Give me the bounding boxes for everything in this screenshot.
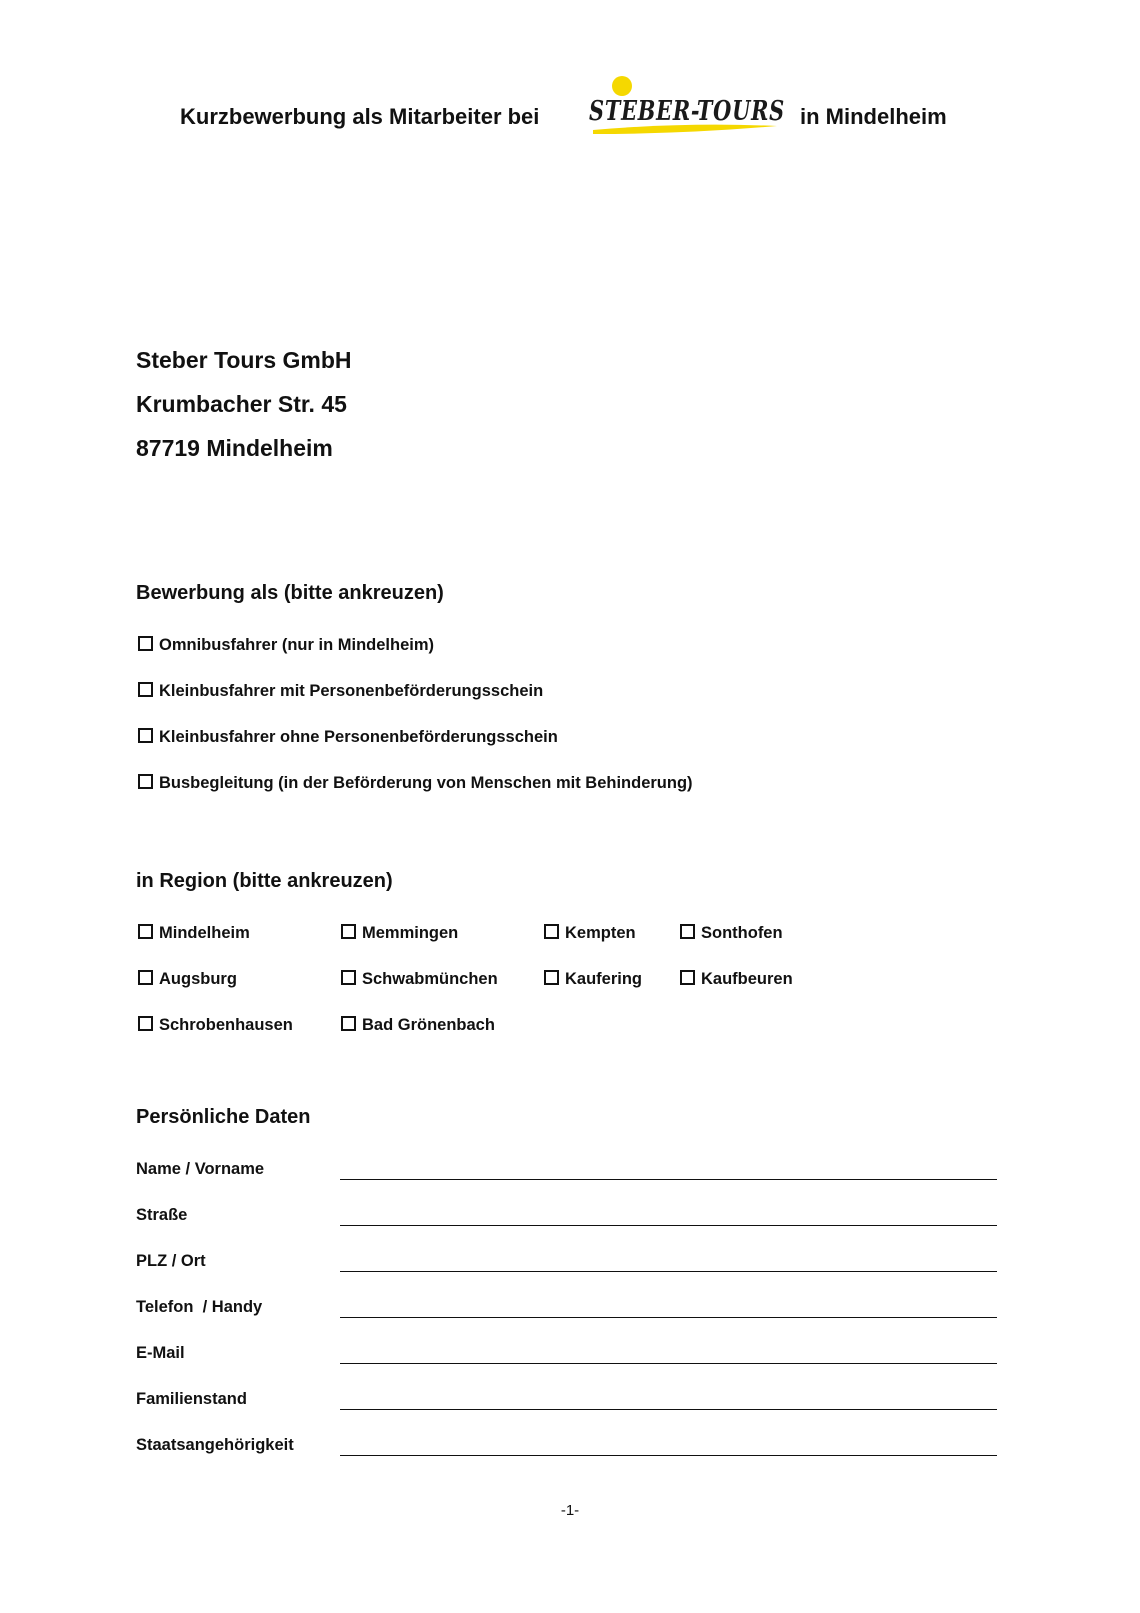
field-label-plz-ort: PLZ / Ort — [136, 1252, 206, 1270]
region-option-mindelheim[interactable] — [138, 924, 250, 943]
checkbox[interactable] — [138, 636, 153, 651]
field-line-staatsangehoerigkeit[interactable] — [340, 1455, 997, 1456]
address-street: Krumbacher Str. 45 — [136, 391, 347, 417]
field-label-strasse: Straße — [136, 1206, 188, 1224]
checkbox[interactable] — [341, 1016, 356, 1031]
checkbox[interactable] — [544, 970, 559, 985]
checkbox[interactable] — [138, 682, 153, 697]
header-title-right: in Mindelheim — [800, 104, 947, 129]
page-header — [0, 70, 1140, 140]
field-label-email: E-Mail — [136, 1344, 185, 1362]
field-label-staatsangehoerigkeit: Staatsangehörigkeit — [136, 1436, 294, 1454]
option-label: Kleinbusfahrer ohne Personenbeförderungsschein — [159, 728, 558, 746]
logo-text: STEBER-TOURS — [589, 96, 785, 127]
region-option-kempten[interactable] — [544, 924, 636, 943]
position-option-kleinbus-mit[interactable] — [138, 682, 543, 701]
option-label: Memmingen — [362, 924, 459, 942]
option-label: Bad Grönenbach — [362, 1016, 495, 1034]
field-line-strasse[interactable] — [340, 1225, 997, 1226]
region-option-kaufering[interactable] — [544, 970, 642, 989]
option-label: Schrobenhausen — [159, 1016, 293, 1034]
option-label: Kaufbeuren — [701, 970, 793, 988]
position-option-busbegleitung[interactable] — [138, 774, 693, 793]
steber-tours-logo — [585, 70, 790, 140]
field-label-familienstand: Familienstand — [136, 1390, 247, 1408]
checkbox[interactable] — [138, 970, 153, 985]
field-line-plz-ort[interactable] — [340, 1271, 997, 1272]
option-label: Mindelheim — [159, 924, 250, 942]
position-option-kleinbus-ohne[interactable] — [138, 728, 558, 747]
checkbox[interactable] — [138, 924, 153, 939]
option-label: Kleinbusfahrer mit Personenbeförderungsschein — [159, 682, 544, 700]
field-label-name: Name / Vorname — [136, 1160, 265, 1178]
region-option-sonthofen[interactable] — [680, 924, 783, 943]
checkbox[interactable] — [138, 728, 153, 743]
logo-sun — [612, 76, 632, 96]
option-label: Sonthofen — [701, 924, 783, 942]
region-option-kaufbeuren[interactable] — [680, 970, 793, 989]
field-line-email[interactable] — [340, 1363, 997, 1364]
option-label: Kempten — [565, 924, 636, 942]
personal-section-title: Persönliche Daten — [136, 1106, 311, 1128]
checkbox[interactable] — [680, 924, 695, 939]
region-option-schrobenhausen[interactable] — [138, 1016, 293, 1035]
field-line-telefon[interactable] — [340, 1317, 997, 1318]
checkbox[interactable] — [680, 970, 695, 985]
option-label: Augsburg — [159, 970, 237, 988]
position-option-omnibusfahrer[interactable] — [138, 636, 434, 655]
region-option-bad-groenenbach[interactable] — [341, 1016, 495, 1035]
region-option-memmingen[interactable] — [341, 924, 458, 943]
position-section-title: Bewerbung als (bitte ankreuzen) — [136, 582, 444, 604]
address-company: Steber Tours GmbH — [136, 347, 352, 373]
checkbox[interactable] — [341, 924, 356, 939]
address-city: 87719 Mindelheim — [136, 435, 333, 461]
option-label: Busbegleitung (in der Beförderung von Menschen mit Behinderung) — [159, 774, 693, 792]
option-label: Schwabmünchen — [362, 970, 498, 988]
header-title-left: Kurzbewerbung als Mitarbeiter bei — [180, 104, 540, 129]
checkbox[interactable] — [341, 970, 356, 985]
option-label: Kaufering — [565, 970, 643, 988]
checkbox[interactable] — [138, 774, 153, 789]
field-label-telefon: Telefon / Handy — [136, 1298, 263, 1316]
region-option-augsburg[interactable] — [138, 970, 237, 989]
page-number: -1- — [560, 1502, 580, 1519]
field-line-name[interactable] — [340, 1179, 997, 1180]
field-line-familienstand[interactable] — [340, 1409, 997, 1410]
region-section-title: in Region (bitte ankreuzen) — [136, 870, 393, 892]
region-option-schwabmuenchen[interactable] — [341, 970, 498, 989]
checkbox[interactable] — [138, 1016, 153, 1031]
checkbox[interactable] — [544, 924, 559, 939]
option-label: Omnibusfahrer (nur in Mindelheim) — [159, 636, 435, 654]
